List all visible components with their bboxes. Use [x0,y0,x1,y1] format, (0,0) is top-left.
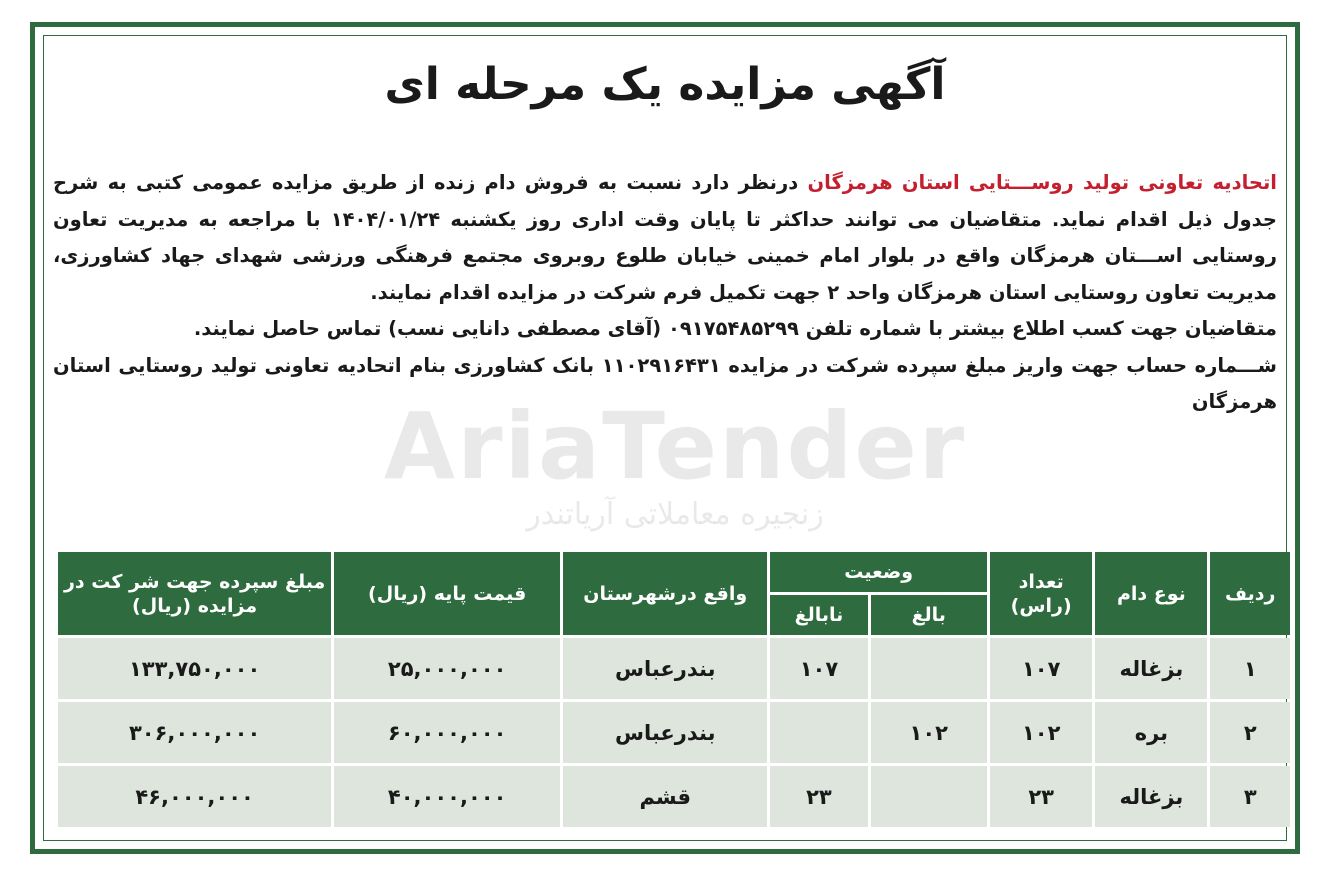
cell-city: قشم [563,766,767,827]
cell-row-no: ۱ [1210,638,1290,699]
table-row [58,702,1290,763]
cell-city: بندرعباس [563,702,767,763]
cell-immature: ۲۳ [770,766,867,827]
cell-deposit: ۱۳۳,۷۵۰,۰۰۰ [58,638,331,699]
header-count: تعداد (راس) [990,552,1092,635]
cell-row-no: ۳ [1210,766,1290,827]
cell-deposit: ۳۰۶,۰۰۰,۰۰۰ [58,702,331,763]
watermark-brand: AriaTender [383,393,967,500]
account-paragraph: شـــماره حساب جهت واریز مبلغ سپرده شرکت در مزایده ۱۱۰۲۹۱۶۴۳۱ بانک کشاورزی بنام اتحادیه تعاونی تولید روستایی استان هرمزگان [53,353,1277,413]
header-deposit: مبلغ سپرده جهت شر کت در مزایده (ریال) [58,552,331,635]
cell-base-price: ۲۵,۰۰۰,۰۰۰ [334,638,560,699]
cell-adult: ۱۰۲ [871,702,988,763]
cell-adult [871,638,988,699]
contact-paragraph: متقاضیان جهت کسب اطلاع بیشتر با شماره تلفن ۰۹۱۷۵۴۸۵۲۹۹ (آقای مصطفی دانایی نسب) تماس حاصل نمایند. [193,317,1277,340]
intro-text: درنظر دارد نسبت به فروش دام زنده از طریق مزایده عمومی کتبی به شرح جدول ذیل اقدام نماید. متقاضیان می توانند حداکثر تا پایان وقت اداری روز یکشنبه ۱۴۰۴/۰۱/۲۴ با مراجعه به مدیریت تعاون روستایی اســـتان هرمزگان واقع در بلوار امام خمینی خیابان طلوع روبروی مجتمع فرهنگی ورزشی شهدای جهاد کشاورزی، مدیریت تعاون روستایی استان هرمزگان واحد ۲ جهت تکمیل فرم شرکت در مزایده اقدام نمایند. [53,171,1277,304]
cell-immature [770,702,867,763]
header-adult: بالغ [871,595,988,635]
cell-animal-type: بزغاله [1095,638,1207,699]
cell-animal-type: بره [1095,702,1207,763]
cell-count: ۲۳ [990,766,1092,827]
header-city: واقع درشهرستان [563,552,767,635]
cell-count: ۱۰۷ [990,638,1092,699]
cell-deposit: ۴۶,۰۰۰,۰۰۰ [58,766,331,827]
header-row-no: ردیف [1210,552,1290,635]
table-row [58,766,1290,827]
intro-paragraph [53,165,1277,311]
cell-city: بندرعباس [563,638,767,699]
notice-frame [30,22,1300,854]
cell-count: ۱۰۲ [990,702,1092,763]
header-status: وضعیت [770,552,987,592]
cell-base-price: ۴۰,۰۰۰,۰۰۰ [334,766,560,827]
cell-adult [871,766,988,827]
auction-table [55,549,1293,830]
header-base-price: قیمت پایه (ریال) [334,552,560,635]
cell-row-no: ۲ [1210,702,1290,763]
header-animal-type: نوع دام [1095,552,1207,635]
cell-animal-type: بزغاله [1095,766,1207,827]
notice-title: آگهی مزایده یک مرحله ای [384,59,946,110]
cell-base-price: ۶۰,۰۰۰,۰۰۰ [334,702,560,763]
organization-name: اتحادیه تعاونی تولید روســـتایی استان هرمزگان [807,171,1277,194]
notice-body [53,165,1277,421]
table-row [58,638,1290,699]
header-immature: نابالغ [770,595,867,635]
cell-immature: ۱۰۷ [770,638,867,699]
watermark-tagline: زنجیره معاملاتی آریاتندر [526,497,824,532]
